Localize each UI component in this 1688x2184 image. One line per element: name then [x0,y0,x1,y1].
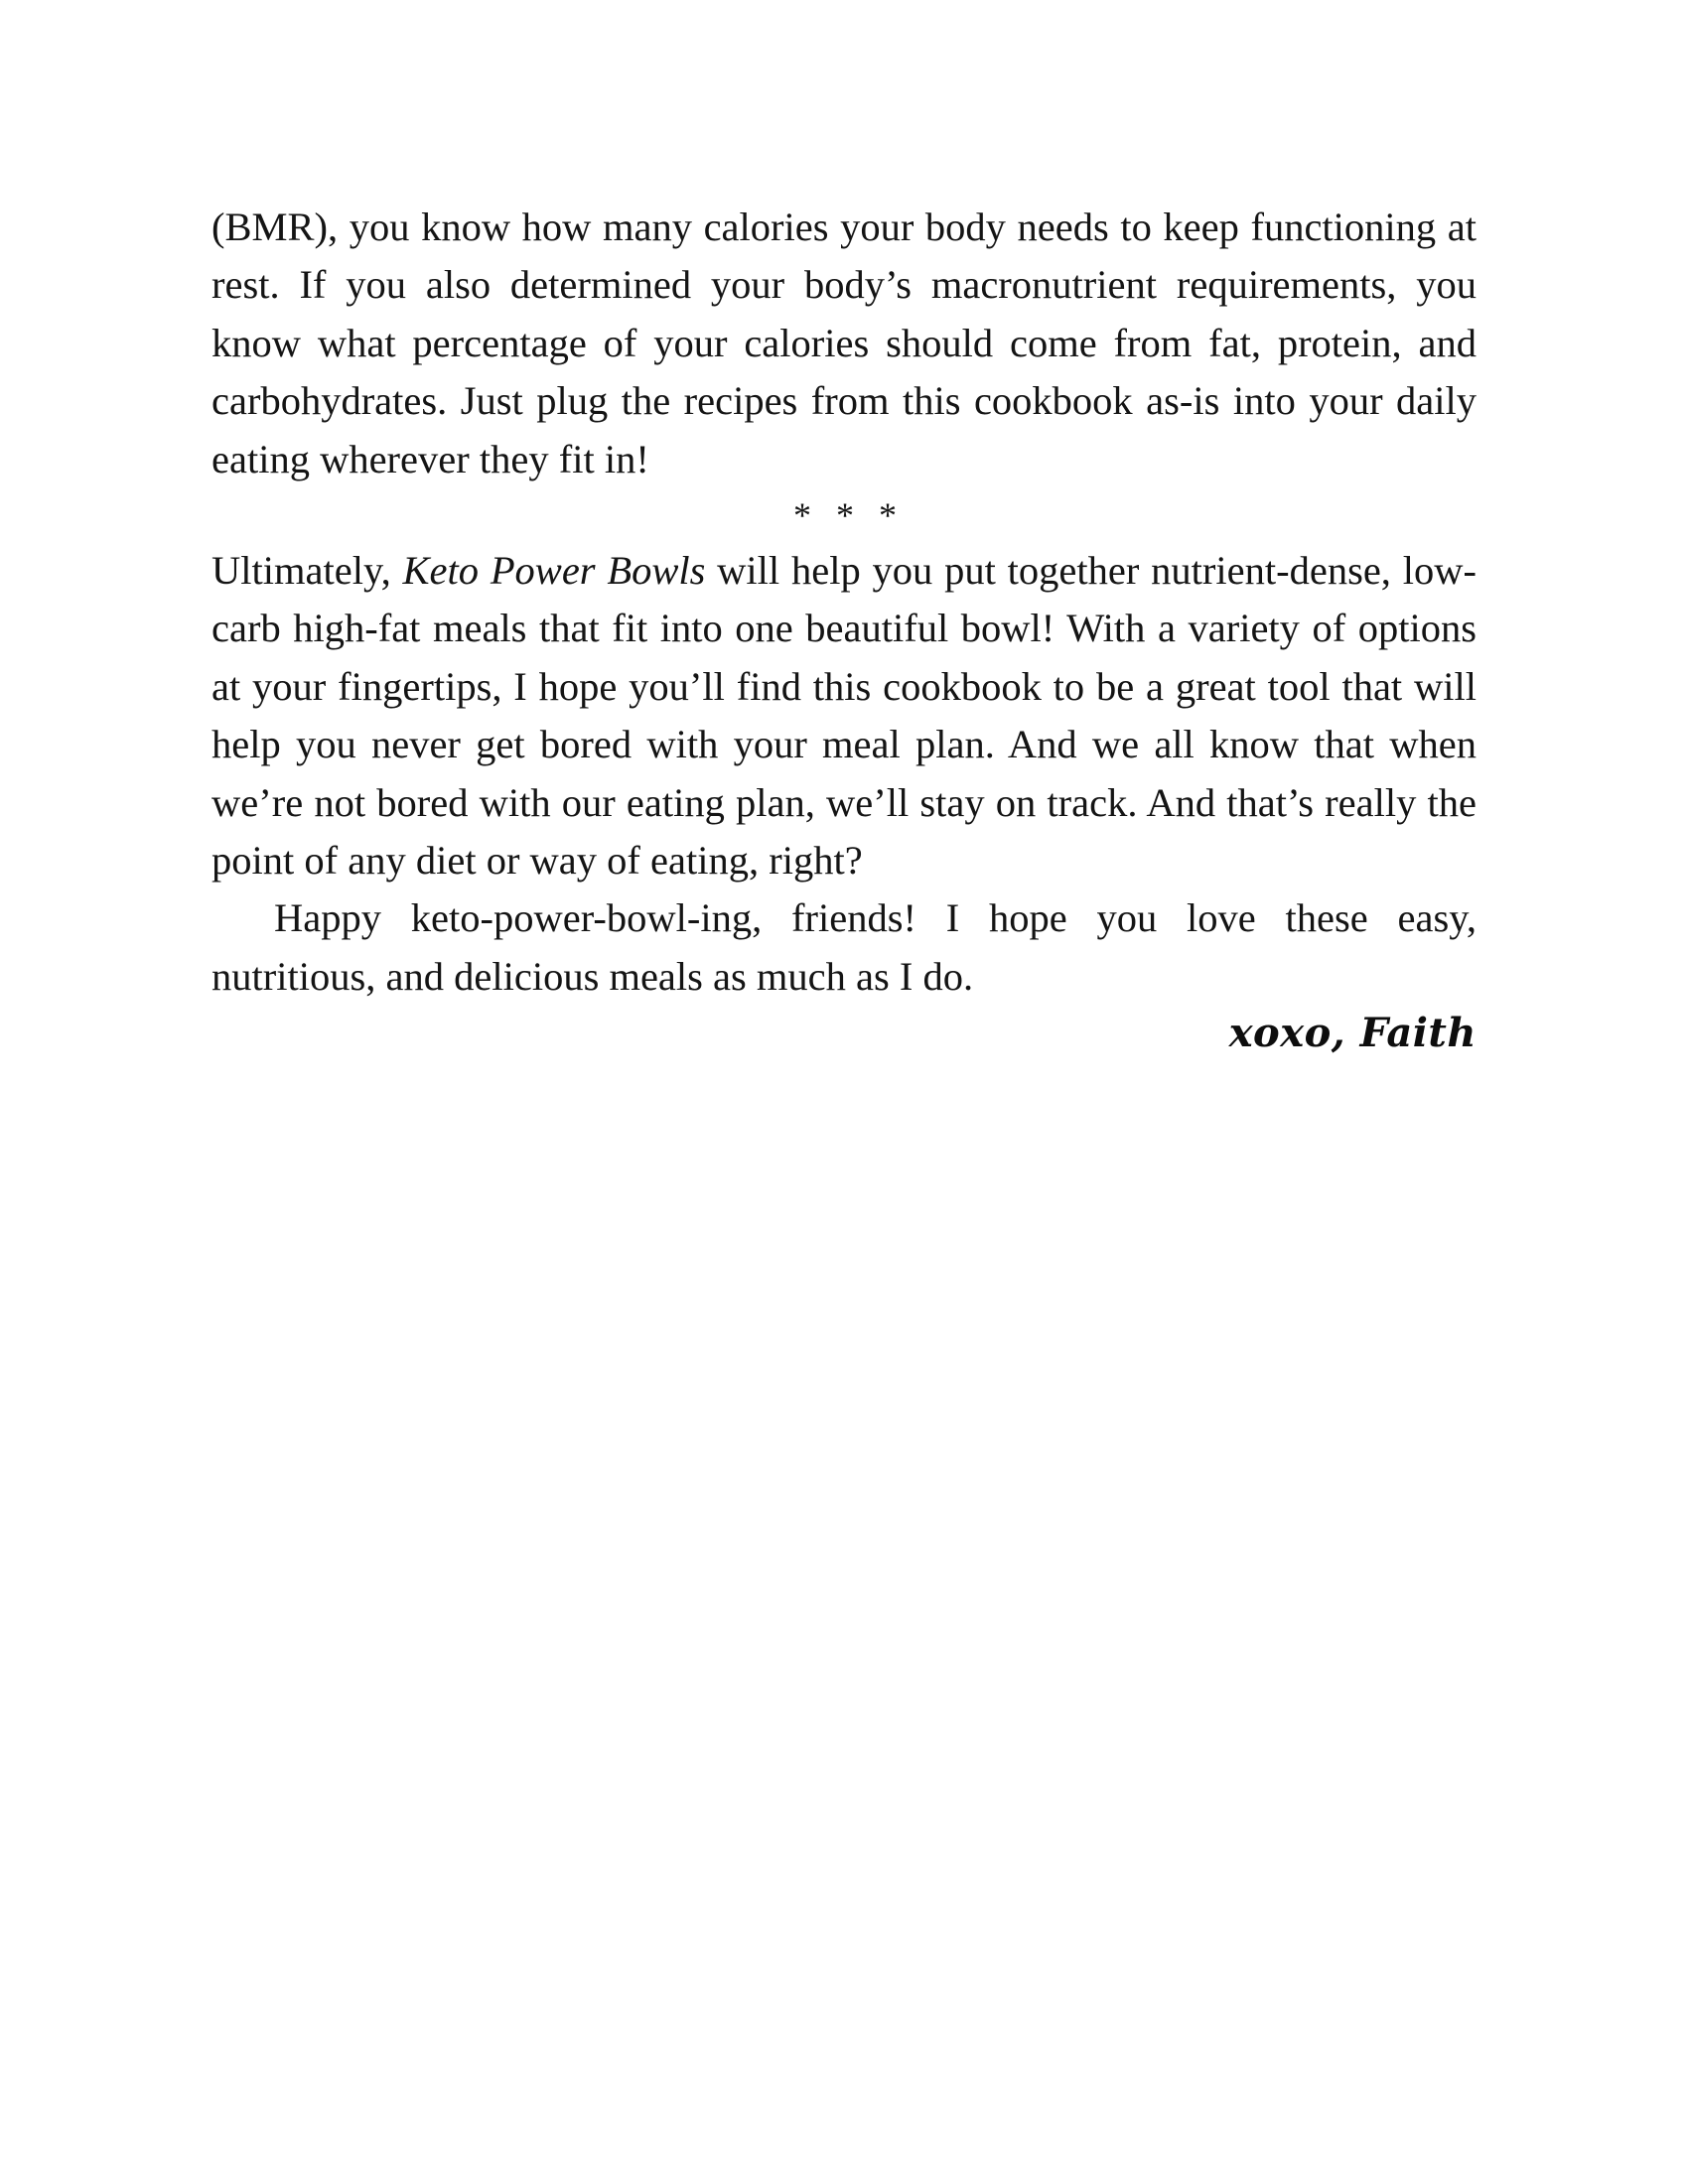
paragraph-lead-text: Ultimately, [211,548,403,594]
paragraph-body-text: will help you put together nutrient-dense, low-carb high-fat meals that fit into one beautiful bowl! With a variety of options at your fingertips, I hope you’ll find this cookbook to be a great tool that will help you never get bored with your meal plan. And we all know that when we’re not bored with our eating plan, we’ll stay on track. And that’s really the point of any diet or way of eating, right? [211,548,1477,884]
section-separator: * * * [793,495,905,536]
signature: xoxo, Faith [1228,1010,1477,1057]
body-text [211,199,1477,1061]
paragraph-ultimately [211,542,1477,889]
paragraph-closing: Happy keto-power-bowl-ing, friends! I hope you love these easy, nutritious, and delicious meals as much as I do. [211,895,1477,999]
paragraph-bmr: (BMR), you know how many calories your body needs to keep functioning at rest. If you also determined your body’s macronutrient requirements, you know what percentage of your calories should come from fat, protein, and carbohydrates. Just plug the recipes from this cookbook as-is into your daily eating wherever they fit in! [211,205,1477,481]
book-title: Keto Power Bowls [402,548,706,594]
